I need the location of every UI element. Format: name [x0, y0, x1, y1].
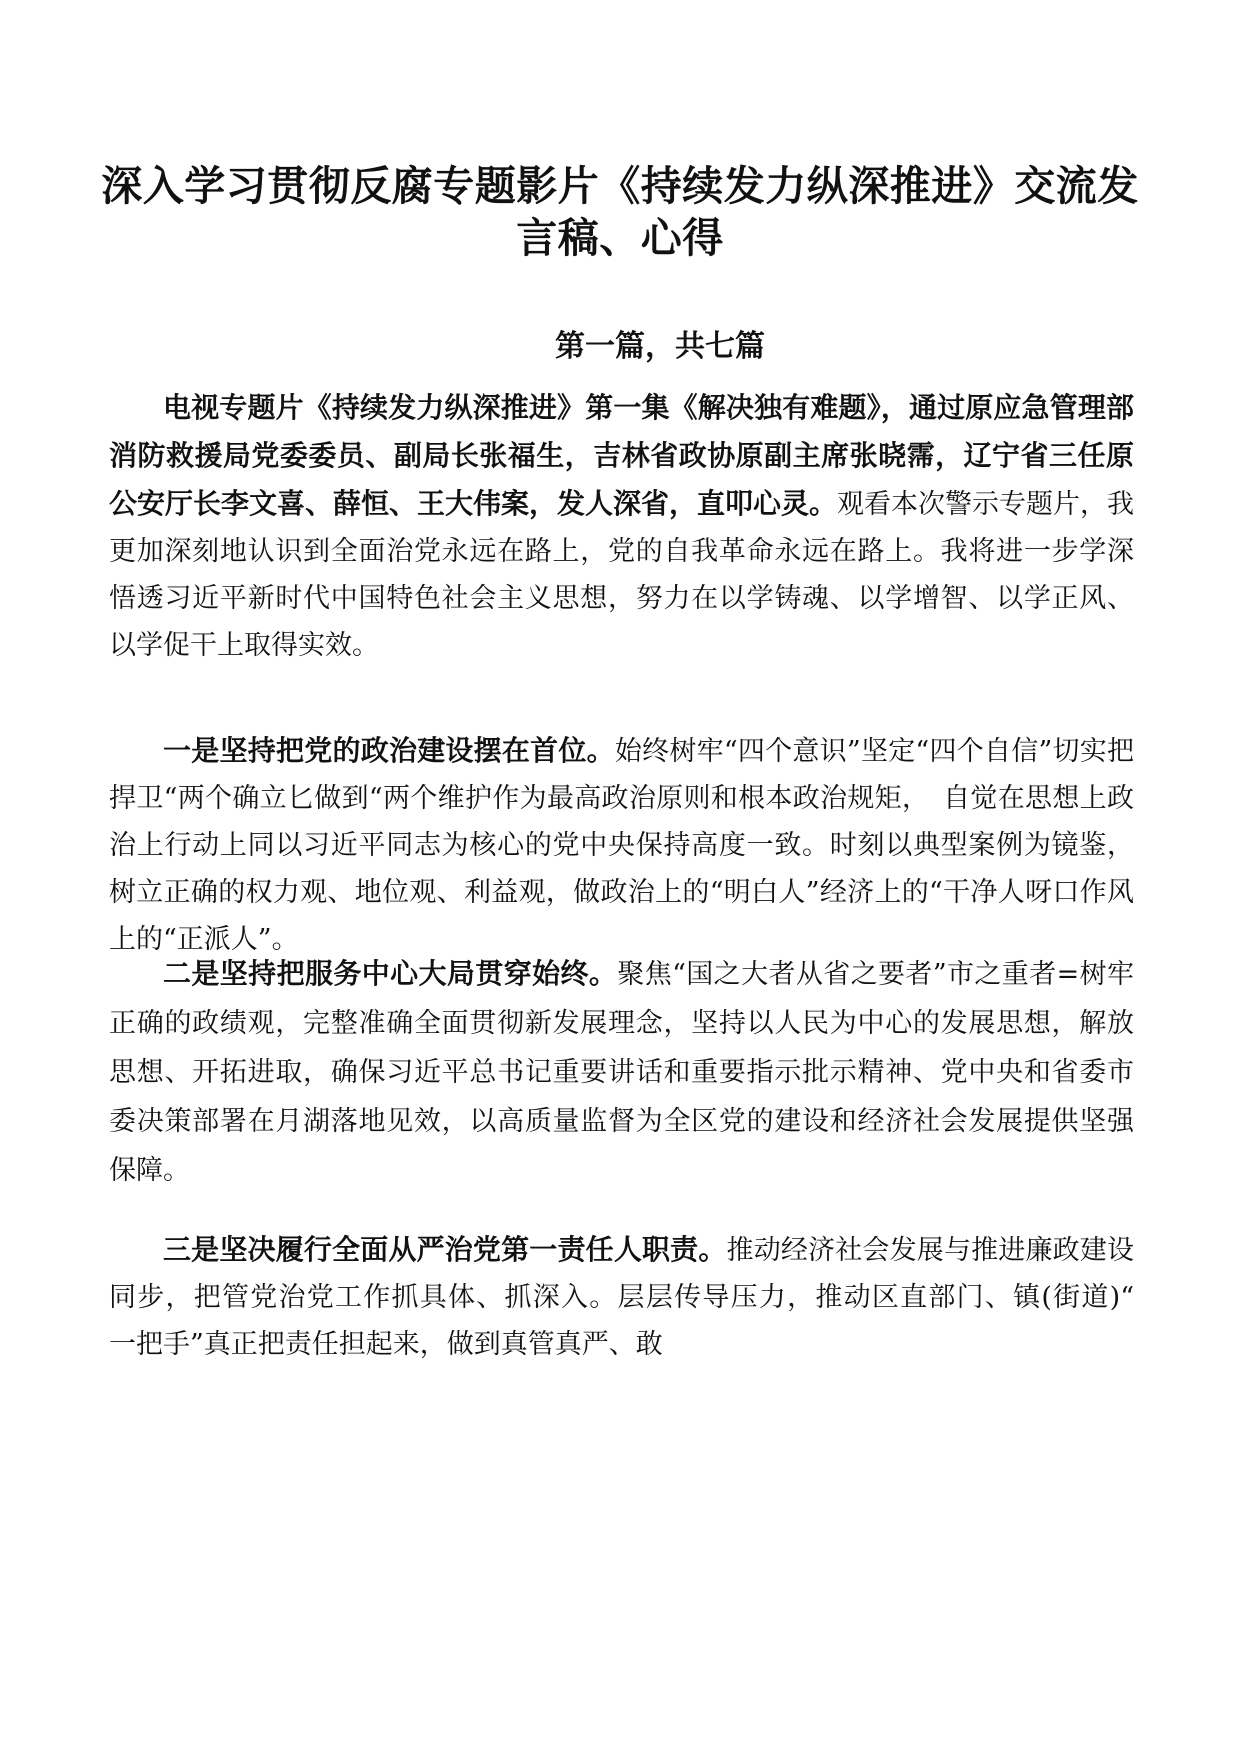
paragraph-lead: 二是坚持把服务中心大局贯穿始终。	[163, 957, 618, 990]
paragraph-lead: 一是坚持把党的政治建设摆在首位。	[163, 734, 615, 767]
paragraph-point-2	[109, 949, 1134, 1195]
paragraph-text: 观看本次警示专题片，我更加深刻地认识到全面治党永远在路上，党的自我革命永远在路上。我将进一步学深悟透习近平新时代中国特色社会主义思想，努力在以学铸魂、以学增智、以学正风、以学促干上取得实效。	[109, 489, 1135, 661]
paragraph-lead: 三是坚决履行全面从严治党第一责任人职责。	[163, 1233, 727, 1266]
paragraph-text: 始终树牢“四个意识”坚定“四个自信”切实把捍卫“两个确立匕做到“两个维护作为最高政治原则和根本政治规矩， 自觉在思想上政治上行动上同以习近平同志为核心的党中央保持高度一致。时刻以典型案例为镜鉴，树立正确的权力观、地位观、利益观，做政治上的“明白人”经济上的“干净人呀口作风上的“正派人”。	[109, 736, 1134, 955]
document-subtitle: 第一篇，共七篇	[555, 329, 765, 364]
paragraph-point-3	[109, 1226, 1161, 1368]
paragraph-text: 聚焦“国之大者从省之要者”市之重者=树牢正确的政绩观，完整准确全面贯彻新发展理念，坚持以人民为中心的发展思想，解放思想、开拓进取，确保习近平总书记重要讲话和重要指示批示精神、党中央和省委市委决策部署在月湖落地见效，以高质量监督为全区党的建设和经济社会发展提供坚强保障。	[109, 959, 1134, 1186]
document-title: 深入学习贯彻反腐专题影片《持续发力纵深推进》交流发言稿、心得	[101, 162, 1139, 262]
paragraph-point-1	[109, 727, 1134, 963]
paragraph-intro	[109, 384, 1134, 669]
paragraph-lead: 电视专题片《持续发力纵深推进》第一集《解决独有难题》，通过原应急管理部消防救援局党委委员、副局长张福生，吉林省政协原副主席张晓霈，辽宁省三任原公安厅长李文喜、薛恒、王大伟案，发人深省，直叩心灵。	[109, 391, 1134, 520]
paragraph-text: 推动经济社会发展与推进廉政建设同步，把管党治党工作抓具体、抓深入。层层传导压力，推动区直部门、镇(街道)“ 一把手”真正把责任担起来，做到真管真严、敢	[109, 1235, 1161, 1360]
